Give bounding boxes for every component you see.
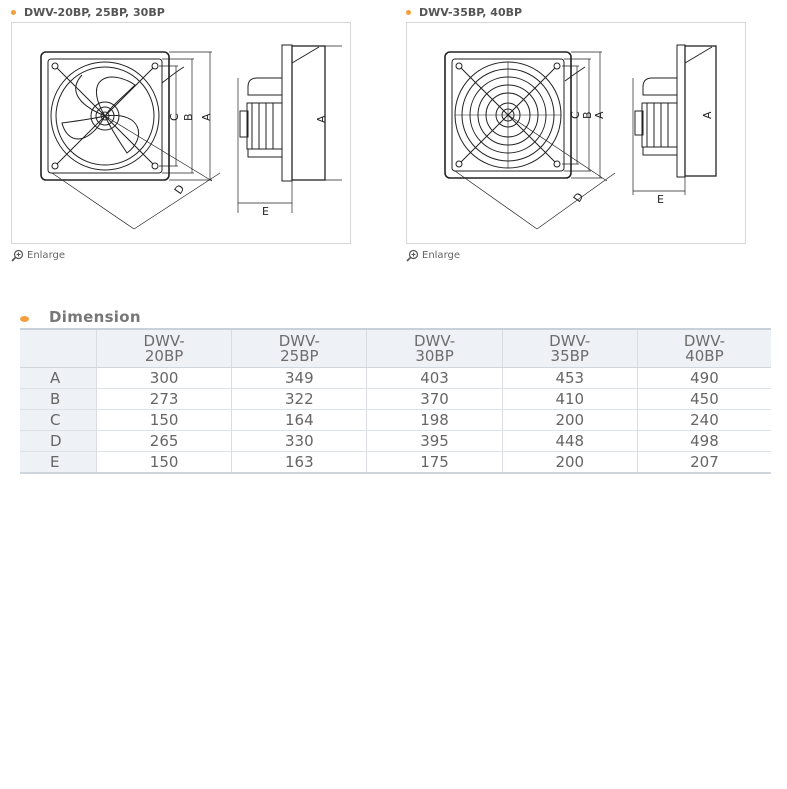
table-cell: 395 xyxy=(367,431,502,452)
dimension-title: Dimension xyxy=(49,308,141,326)
dim-label-e: E xyxy=(657,193,664,206)
enlarge-link[interactable] xyxy=(406,249,460,262)
column-header: DWV- 35BP xyxy=(502,329,637,368)
table-cell: 322 xyxy=(232,389,367,410)
dim-label-a: A xyxy=(593,111,606,119)
fan-drawing-svg xyxy=(407,23,747,245)
table-cell: 403 xyxy=(367,368,502,389)
table-cell: 207 xyxy=(637,452,771,474)
table-cell: 200 xyxy=(502,452,637,474)
table-row xyxy=(20,452,771,474)
table-cell: 498 xyxy=(637,431,771,452)
table-cell: 175 xyxy=(367,452,502,474)
zoom-in-icon xyxy=(11,249,24,262)
table-cell: 150 xyxy=(97,410,232,431)
fan-drawing[interactable] xyxy=(11,22,351,244)
dimension-table xyxy=(20,328,771,474)
dim-label-b: B xyxy=(581,111,594,119)
bullet-icon xyxy=(20,316,29,322)
table-cell: 410 xyxy=(502,389,637,410)
column-header: DWV- 30BP xyxy=(367,329,502,368)
row-label: D xyxy=(20,431,97,452)
dim-label-a: A xyxy=(200,113,213,121)
table-cell: 370 xyxy=(367,389,502,410)
column-header: DWV- 20BP xyxy=(97,329,232,368)
table-header-row xyxy=(20,329,771,368)
enlarge-label: Enlarge xyxy=(422,250,460,261)
dim-label-c: C xyxy=(168,113,181,121)
table-cell: 150 xyxy=(97,452,232,474)
row-label: A xyxy=(20,368,97,389)
table-cell: 453 xyxy=(502,368,637,389)
table-cell: 200 xyxy=(502,410,637,431)
bullet-icon xyxy=(11,10,16,15)
table-cell: 490 xyxy=(637,368,771,389)
dim-label-d: D xyxy=(171,182,188,197)
table-corner-cell xyxy=(20,329,97,368)
table-cell: 330 xyxy=(232,431,367,452)
row-label: E xyxy=(20,452,97,474)
dim-label-a-side: A xyxy=(315,115,328,123)
zoom-in-icon xyxy=(406,249,419,262)
diagram-title: DWV-35BP, 40BP xyxy=(419,6,523,19)
table-cell: 300 xyxy=(97,368,232,389)
enlarge-label: Enlarge xyxy=(27,250,65,261)
table-cell: 448 xyxy=(502,431,637,452)
dim-label-a-side: A xyxy=(701,111,714,119)
table-cell: 265 xyxy=(97,431,232,452)
fan-drawing-svg xyxy=(12,23,352,245)
table-cell: 240 xyxy=(637,410,771,431)
column-header: DWV- 25BP xyxy=(232,329,367,368)
row-label: C xyxy=(20,410,97,431)
dim-label-e: E xyxy=(262,205,269,218)
bullet-icon xyxy=(406,10,411,15)
table-cell: 163 xyxy=(232,452,367,474)
table-cell: 164 xyxy=(232,410,367,431)
row-label: B xyxy=(20,389,97,410)
dim-label-c: C xyxy=(569,111,582,119)
table-row xyxy=(20,431,771,452)
dim-label-b: B xyxy=(182,113,195,121)
table-row xyxy=(20,368,771,389)
fan-drawing[interactable] xyxy=(406,22,746,244)
table-cell: 273 xyxy=(97,389,232,410)
table-row xyxy=(20,389,771,410)
table-row xyxy=(20,410,771,431)
dim-label-d: D xyxy=(570,190,587,205)
diagram-title: DWV-20BP, 25BP, 30BP xyxy=(24,6,165,19)
table-cell: 450 xyxy=(637,389,771,410)
column-header: DWV- 40BP xyxy=(637,329,771,368)
table-cell: 349 xyxy=(232,368,367,389)
table-cell: 198 xyxy=(367,410,502,431)
enlarge-link[interactable] xyxy=(11,249,65,262)
